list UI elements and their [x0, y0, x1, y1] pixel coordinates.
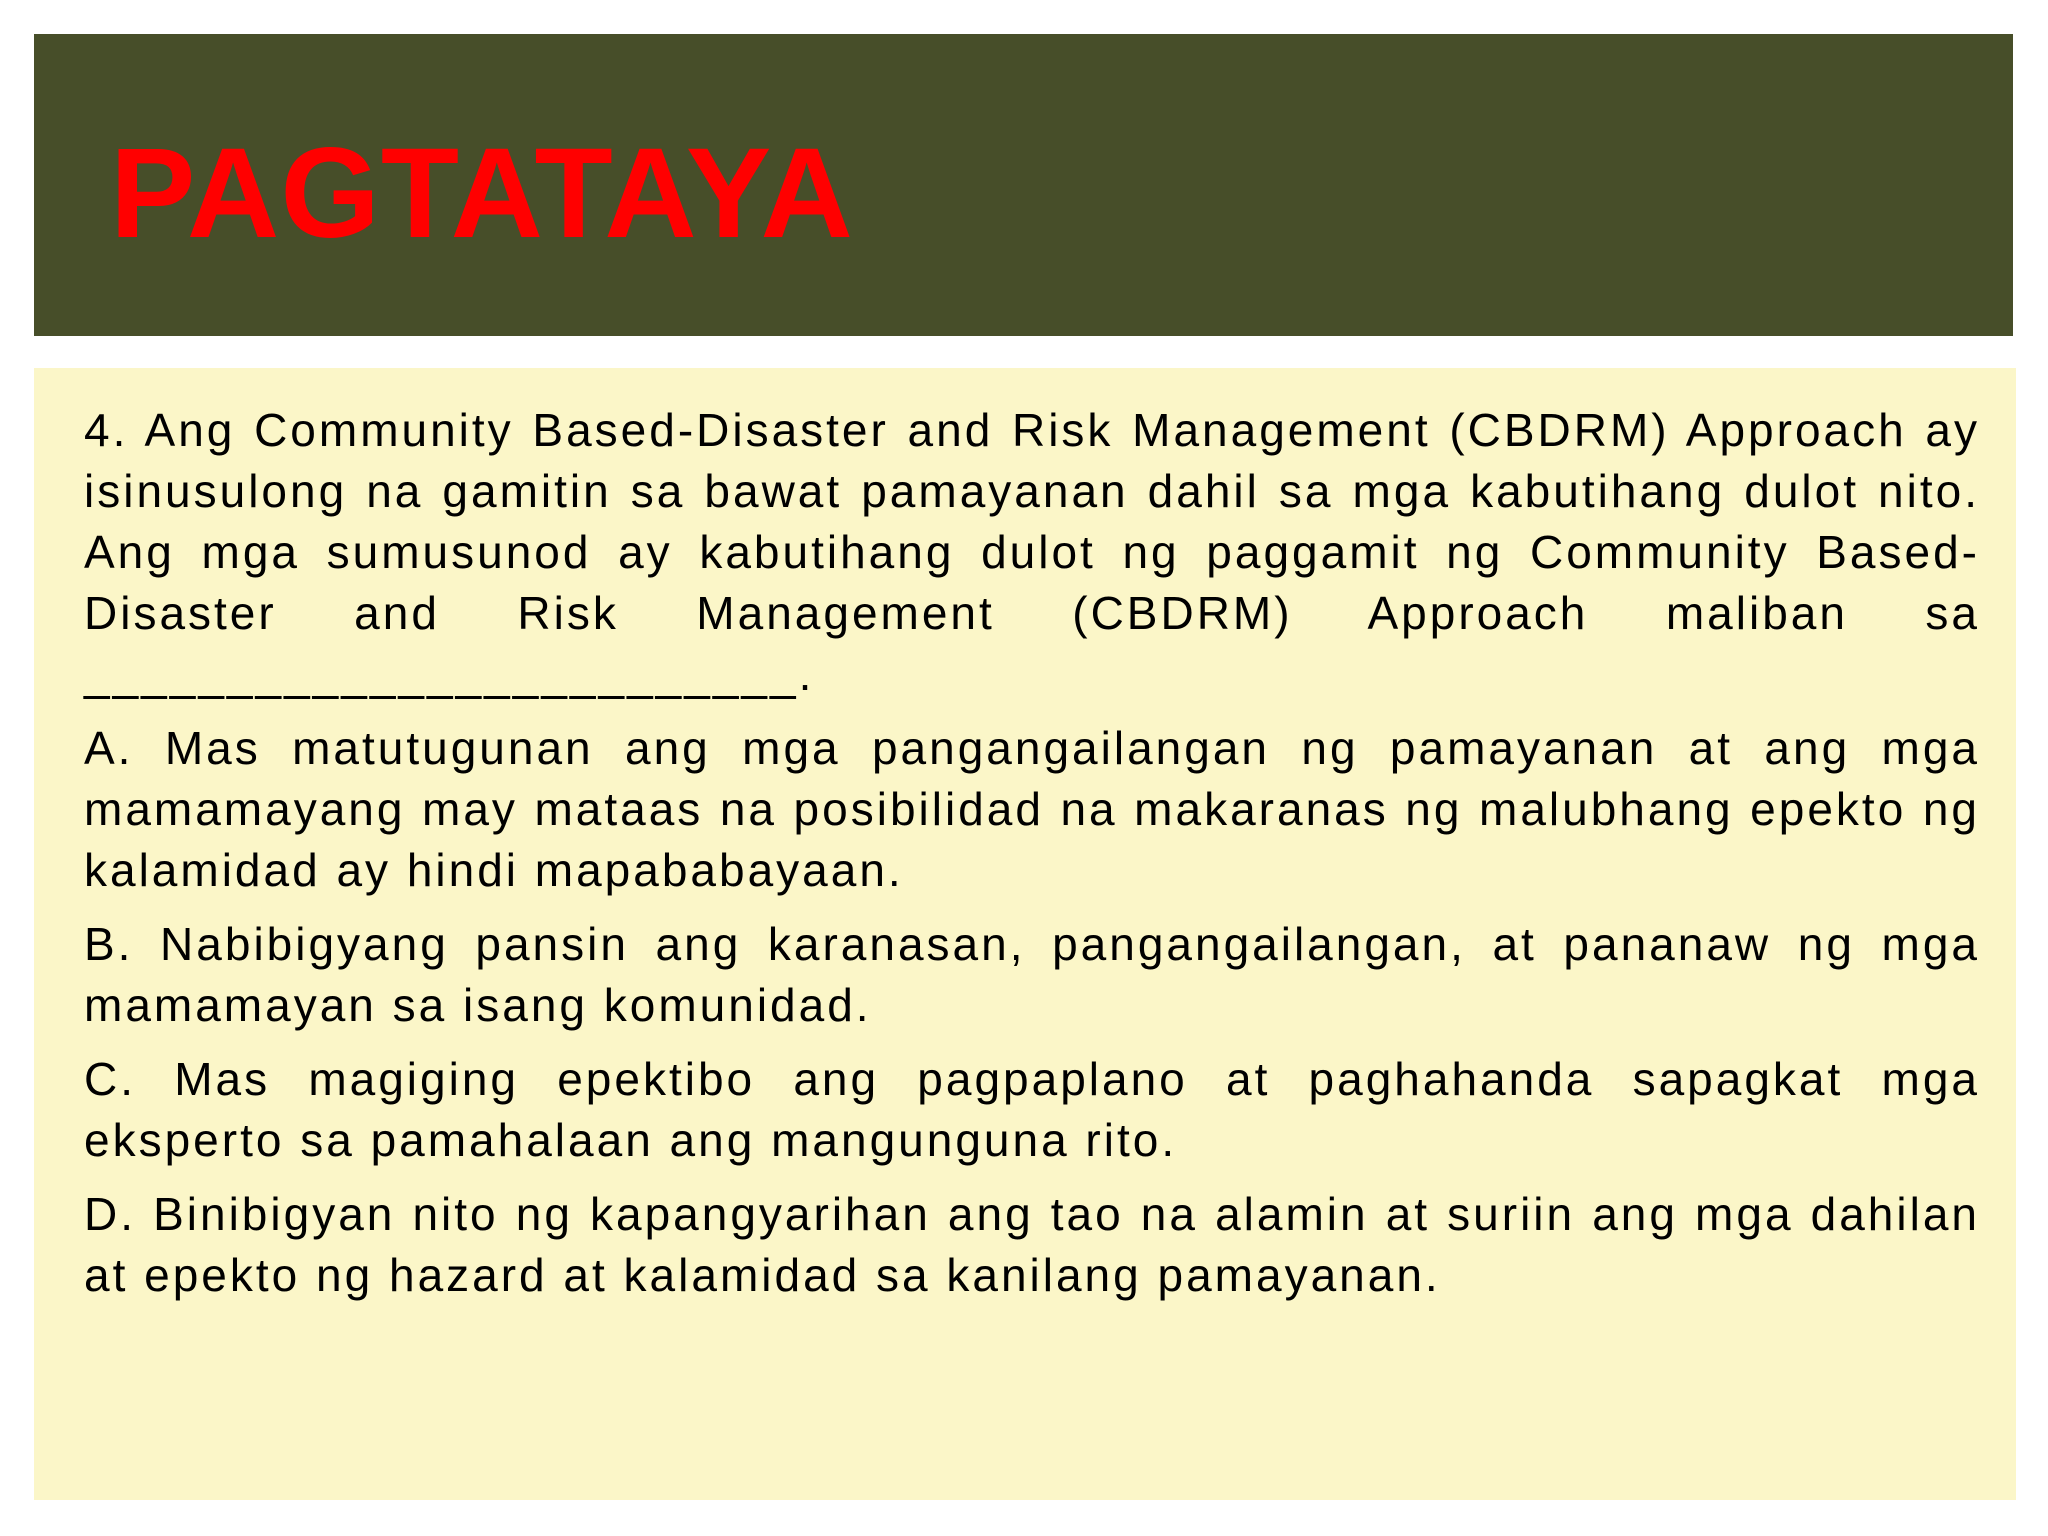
choice-c: C. Mas magiging epektibo ang pagpaplano at paghahanda sapagkat mga eksperto sa pamahalaan ang mangunguna rito.: [84, 1053, 1980, 1166]
choice-d: D. Binibigyan nito ng kapangyarihan ang tao na alamin at suriin ang mga dahilan at epekto ng hazard at kalamidad sa kanilang pamayanan.: [84, 1188, 1980, 1301]
choice-a: A. Mas matutugunan ang mga pangangailangan ng pamayanan at ang mga mamamayang may mataas na posibilidad na makaranas ng malubhang epekto ng kalamidad ay hindi mapababayaan.: [84, 722, 1980, 896]
slide-title: PAGTATAYA: [110, 122, 854, 265]
choice-b: B. Nabibigyang pansin ang karanasan, pangangailangan, at pananaw ng mga mamamayan sa isang komunidad.: [84, 918, 1980, 1031]
question-text: 4. Ang Community Based-Disaster and Risk Management (CBDRM) Approach ay isinusulong na gamitin sa bawat pamayanan dahil sa mga kabutihang dulot nito. Ang mga sumusunod ay kabutihang dulot ng paggamit ng Community Based-Disaster and Risk Management (CBDRM) Approach maliban sa _________________________.: [84, 404, 1980, 700]
question-block: [84, 400, 1980, 1319]
